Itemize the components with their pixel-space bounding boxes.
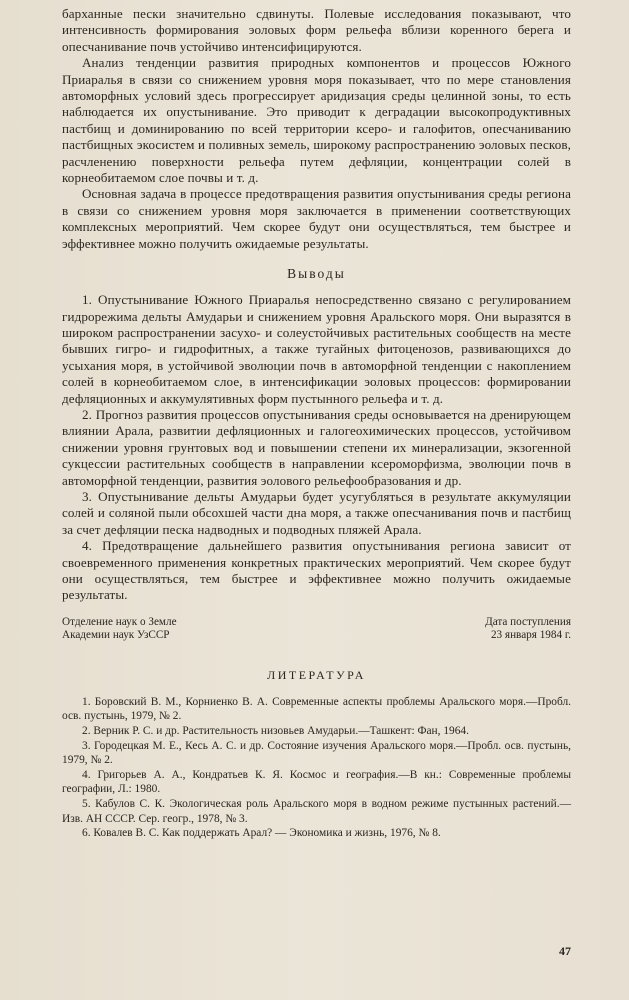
conclusion-item-3: 3. Опустынивание дельты Амударьи будет усугубляться в результате аккумуляции солей и соляной пыли обсохшей части дна моря, а также опесчанивания почв и пастбищ за счет дефляции песка надводных и подводных пляжей Арала. bbox=[62, 488, 571, 537]
reference-item-2: 2. Верник Р. С. и др. Растительность низовьев Амударьи.—Ташкент: Фан, 1964. bbox=[82, 725, 469, 737]
reference-item-6: 6. Ковалев В. С. Как поддержать Арал? — Экономика и жизнь, 1976, № 8. bbox=[82, 827, 441, 840]
reference-item-3: 3. Городецкая М. Е., Кесь А. С. и др. Состояние изучения Аральского моря.—Пробл. осв. пустынь, 1979, № 2. bbox=[62, 739, 571, 767]
page-number: 47 bbox=[559, 944, 571, 958]
conclusions-list bbox=[62, 292, 571, 604]
reference-item-1: 1. Боровский В. М., Корниенко В. А. Современные аспекты проблемы Аральского моря.—Пробл. осв. пустынь, 1979, № 2. bbox=[62, 695, 571, 723]
received-label: Дата поступления bbox=[485, 615, 571, 628]
reference-list bbox=[62, 695, 571, 841]
body-paragraph-1: барханные пески значительно сдвинуты. Полевые исследования показывают, что интенсивность формирования эоловых форм рельефа вблизи коренного берега и опесчанивание почв устойчиво интенсифицируются. bbox=[62, 6, 571, 54]
affiliation-line-2: Академии наук УзССР bbox=[62, 628, 170, 641]
body-paragraph-3: Основная задача в процессе предотвращения развития опустынивания среды региона в связи со снижением уровня моря заключается в применении соответствующих комплексных мероприятий. Чем скорее будут они осуществляться, тем быстрее и эффективнее можно получить ожидаемые результаты. bbox=[62, 186, 571, 251]
received-date bbox=[485, 616, 571, 642]
reference-item-5: 5. Кабулов С. К. Экологическая роль Аральского моря в водном режиме пустынных растений.— Изв. АН СССР. Сер. геогр., 1978, № 3. bbox=[62, 797, 571, 825]
conclusion-item-4: 4. Предотвращение дальнейшего развития опустынивания региона зависит от своевременного применения конкретных практических мероприятий. Чем скорее будут они осуществляться, тем быстрее и эффективнее можно получить ожидаемые результаты. bbox=[62, 538, 571, 603]
body-paragraph-2: Анализ тенденции развития природных компонентов и процессов Южного Приаралья в связи со снижением уровня моря показывает, что по мере становления автоморфных условий здесь прогрессирует аридизация среды целинной зоны, то есть наблюдается их опустынивание. Это приводит к деградации высокопродуктивных пастбищ и доминированию по всей территории ксеро- и галофитов, опесчаниванию пастбищных экосистем и поливных земель, широкому распространению эоловых песков, расчленению поверхности рельефа путем дефляции, концентрации солей в корнеобитаемом слое почвы и т. д. bbox=[62, 55, 571, 186]
affiliation-line-1: Отделение наук о Земле bbox=[62, 615, 177, 628]
conclusion-item-1: 1. Опустынивание Южного Приаралья непосредственно связано с регулированием гидрорежима дельты Амударьи и снижением уровня Аральского моря. Они выразятся в широком распространении засухо- и солеустойчивых растительных сообществ на месте бывших гигро- и гидрофитных, а также тугайных фитоценозов, развивающихся до усыхания моря, в устойчивой эволюции почв в автоморфной тенденции с накоплением солей в корнеобитаемом слое, в интенсификации эоловых процессов: формировании дефляционных и аккумулятивных форм пустынного рельефа и т. д. bbox=[62, 292, 571, 406]
conclusion-item-2: 2. Прогноз развития процессов опустынивания среды основывается на дренирующем влиянии Арала, развитии дефляционных и галогеохимических процессов, устойчивом снижении уровня грунтовых вод и повышении степени их минерализации, экзогенной сукцессии растительных сообществ в направлении ксероморфизма, эволюции почв в автоморфной тенденции, развития эолового рельефообразования и др. bbox=[62, 406, 571, 488]
reference-item-4: 4. Григорьев А. А., Кондратьев К. Я. Космос и география.—В кн.: Современные проблемы географии, Л.: 1980. bbox=[62, 768, 571, 796]
conclusions-heading: Выводы bbox=[287, 266, 346, 282]
literature-heading: ЛИТЕРАТУРА bbox=[267, 667, 366, 682]
received-value: 23 января 1984 г. bbox=[490, 628, 571, 641]
affiliation bbox=[62, 616, 177, 642]
article-footer bbox=[62, 616, 571, 642]
